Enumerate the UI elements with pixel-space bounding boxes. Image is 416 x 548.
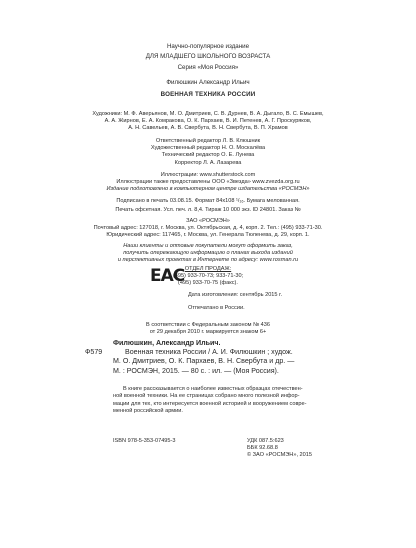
illustrators-block [0,111,416,133]
sales-line: (495) 933-70-75 (факс). [178,280,238,287]
printed-in: Отпечатано в России. [188,305,245,311]
genre-line: Научно-популярное издание [166,43,250,50]
illustrators-line: А. А. Жирнов, Е. А. Комракова, О. К. Пархаев, В. И. Петенев, А. Г. Проскуряков, [104,118,312,125]
illustrators-line: Художники: М. Ф. Аверьянов, М. О. Дмитриев, С. В. Дурнев, В. А. Дыгало, В. С. Емышев, [92,111,324,117]
annotation-line: менной российской армии. [113,408,183,415]
editors-block [0,138,416,167]
sales-heading: ОТДЕЛ ПРОДАЖ: [184,266,232,272]
sales-block [0,266,416,288]
series-line: Серия «Моя Россия» [177,64,239,71]
annotation-line: мации для тех, кто интересуется военной историей и вооружением совре- [113,400,307,407]
illustration-credits-block [0,172,416,194]
sales-line: (495) 933-70-73; 933-71-30; [172,273,244,280]
catalog-code: Ф579 [85,348,103,357]
manufacture-date: Дата изготовления: сентябрь 2015 г. [188,292,282,298]
print-info-block [0,198,416,214]
clients-note-block [0,243,416,265]
law-notice-line: от 29 декабря 2010 г. маркируется знаком 6+ [149,329,267,336]
illustrators-line: А. Н. Савельев, А. В. Свербута, В. Н. Свербута, В. П. Храмов [128,125,288,132]
credit-line: Иллюстрации: www.shutterstock.com [160,172,256,178]
copyright: © ЗАО «РОСМЭН», 2015 [247,452,312,458]
editor-line: Ответственный редактор Л. В. Клюшник [155,138,261,144]
credit-line: Иллюстрации также предоставлены ООО «Звезда» www.zvezda.org.ru [116,179,300,186]
clients-note-line: Наши клиенты и оптовые покупатели могут оформить заказ, [123,243,293,249]
print-info-line: Подписано в печать 03.08.15. Формат 84х108 ¹/₁₆. Бумага мелованная. [116,198,300,204]
editor-line: Художественный редактор Н. О. Москалёва [150,145,266,152]
age-group-line: ДЛЯ МЛАДШЕГО ШКОЛЬНОГО ВОЗРАСТА [145,53,271,60]
book-title: ВОЕННАЯ ТЕХНИКА РОССИИ [160,91,256,98]
annotation-line: В книге рассказывается о наиболее известных образцах отечествен- [123,386,303,392]
annotation-line: ной военной техники. На ее страницах собрано много полезной инфор- [113,393,300,400]
clients-note-line: получить опережающую информацию о планах выхода изданий [123,250,293,257]
publisher-name: ЗАО «РОСМЭН» [186,218,230,224]
law-notice-line: В соответствии с Федеральным законом № 436 [146,322,270,328]
credit-line: Издание подготовлено в компьютерном центре издательства «РОСМЭН» [106,186,310,193]
bbk-code: ББК 92.68.8 [247,445,278,451]
catalog-line: М. : РОСМЭН, 2015. — 80 с. : ил. — (Моя Россия). [113,366,279,375]
editor-line: Технический редактор О. Е. Лунева [161,152,255,159]
catalog-author: Филюшкин, Александр Ильич. [113,339,221,347]
catalog-line: Военная техника России / А. И. Филюшкин ; худож. [125,348,293,357]
clients-note-line: и перспективных проектах в Интернете по адресу: www.rosman.ru [117,257,299,264]
editor-line: Корректор Л. А. Лазарева [174,159,242,166]
udk-code: УДК 087.5:623 [247,438,284,444]
legal-address: Юридический адрес: 117465, г. Москва, ул. Генерала Тюленева, д. 29, корп. 1. [106,232,310,238]
isbn: ISBN 978-5-353-07495-3 [113,438,176,444]
print-info-line: Печать офсетная. Усл. печ. л. 8,4. Тираж 10 000 экз. ID 24801. Заказ № [115,207,301,214]
catalog-entry [85,339,333,376]
author-name: Филюшкин Александр Ильич [166,79,250,86]
law-notice-block [0,322,416,336]
postal-address: Почтовый адрес: 127018, г. Москва, ул. Октябрьская, д. 4, корп. 2. Тел.: (495) 933-71-30. [93,225,323,231]
eac-mark-icon: EAC [150,266,185,286]
annotation-block [113,386,333,416]
catalog-line: М. О. Дмитриев, О. К. Пархаев, В. Н. Свербута и др. — [113,357,295,366]
